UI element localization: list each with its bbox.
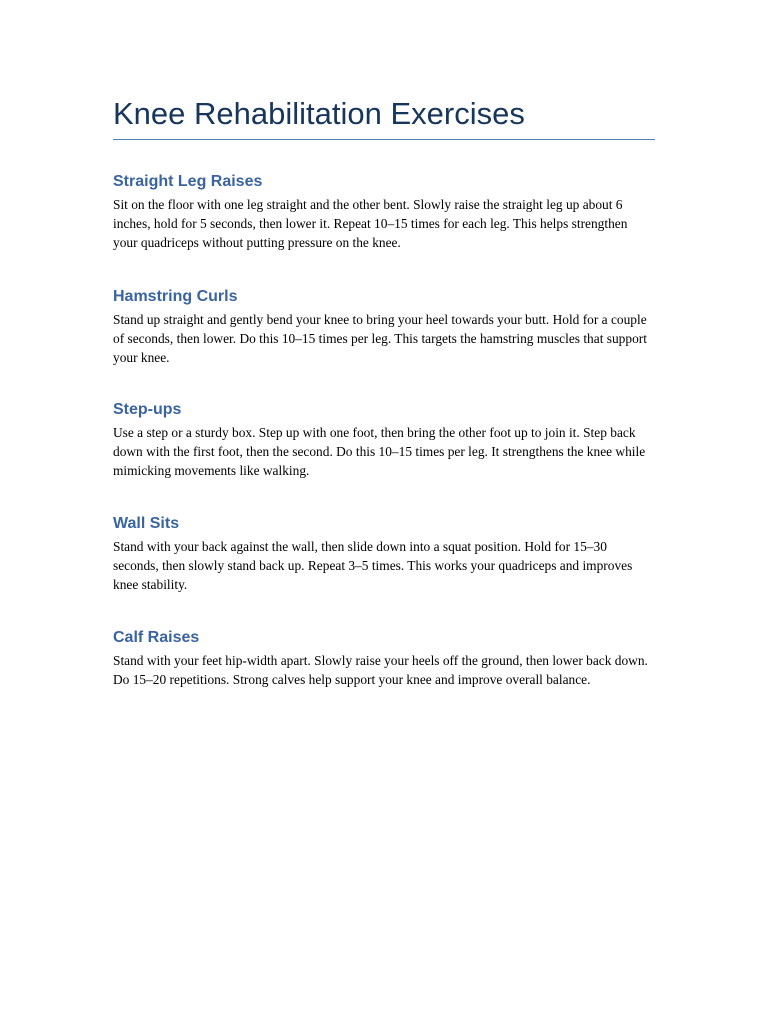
- section-straight-leg-raises: [113, 171, 655, 253]
- document-title: Knee Rehabilitation Exercises: [113, 96, 525, 131]
- title-divider: [113, 139, 655, 140]
- section-heading: Step-ups: [113, 401, 182, 418]
- section-wall-sits: [113, 513, 655, 595]
- section-calf-raises: [113, 627, 655, 689]
- section-heading: Straight Leg Raises: [113, 173, 263, 190]
- section-body: Stand with your back against the wall, then slide down into a squat position. Hold for 15–30 seconds, then slowly stand back up. Repeat 3–5 times. This works your quadriceps and improves knee stability.: [113, 539, 633, 593]
- section-hamstring-curls: [113, 286, 655, 368]
- section-body: Stand with your feet hip-width apart. Slowly raise your heels off the ground, then lower back down. Do 15–20 repetitions. Strong calves help support your knee and improve overall balance.: [113, 653, 648, 688]
- section-body: Stand up straight and gently bend your knee to bring your heel towards your butt. Hold for a couple of seconds, then lower. Do this 10–15 times per leg. This targets the hamstring muscles that support your knee.: [113, 312, 647, 366]
- section-step-ups: [113, 399, 655, 481]
- section-heading: Hamstring Curls: [113, 288, 238, 305]
- section-body: Use a step or a sturdy box. Step up with one foot, then bring the other foot up to join it. Step back down with the first foot, then the second. Do this 10–15 times per leg. It strengthens the knee while mimicking movements like walking.: [113, 425, 646, 479]
- section-heading: Calf Raises: [113, 629, 200, 646]
- section-body: Sit on the floor with one leg straight and the other bent. Slowly raise the straight leg up about 6 inches, hold for 5 seconds, then lower it. Repeat 10–15 times for each leg. This helps strengthen your quadriceps without putting pressure on the knee.: [113, 197, 628, 251]
- section-heading: Wall Sits: [113, 515, 180, 532]
